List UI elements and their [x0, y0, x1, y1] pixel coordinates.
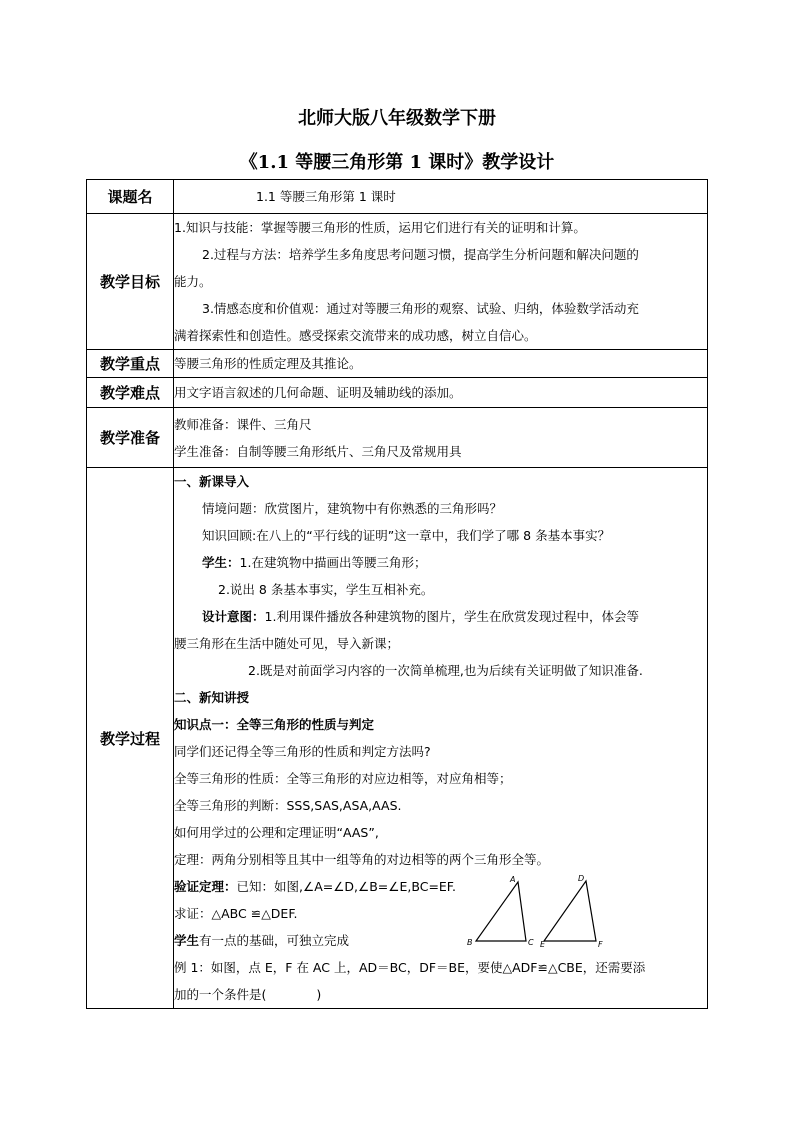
- prep-label: 教学准备: [87, 408, 174, 468]
- table-row-difficulty: [87, 378, 708, 408]
- label-a: A: [510, 875, 516, 884]
- kp1-how-prove: 如何用学过的公理和定理证明“AAS”,: [174, 825, 379, 840]
- key-value: 等腰三角形的性质定理及其推论。: [174, 356, 362, 371]
- section-1-title: 一、新课导入: [174, 474, 250, 489]
- goals-label: 教学目标: [87, 214, 174, 350]
- topic-label: 课题名: [87, 180, 174, 214]
- kp1-question: 同学们还记得全等三角形的性质和判定方法吗?: [174, 744, 431, 759]
- prep-cell: [174, 408, 708, 468]
- student-base: [174, 927, 707, 954]
- document-title: 北师大版八年级数学下册: [298, 108, 496, 129]
- table-row-key: [87, 350, 708, 378]
- student-base-label: 学生: [174, 933, 200, 948]
- design-intent-1b: 腰三角形在生活中随处可见，导入新课；: [174, 636, 400, 651]
- congruent-triangles-figure: [464, 875, 614, 947]
- goal-line-2: 2.过程与方法：培养学生多角度思考问题习惯，提高学生分析问题和解决问题的: [202, 247, 639, 262]
- intro-question: 情境问题：欣赏图片，建筑物中有你熟悉的三角形吗？: [202, 501, 503, 516]
- label-c: C: [528, 938, 534, 947]
- design-intent-1-text: 1.利用课件播放各种建筑物的图片，学生在欣赏发现过程中，体会等: [264, 609, 639, 624]
- student-label: 学生：: [202, 555, 240, 570]
- section-2-title: 二、新知讲授: [174, 690, 250, 705]
- document-subtitle: 《1.1 等腰三角形第 1 课时》教学设计: [239, 152, 555, 173]
- process-label: 教学过程: [87, 468, 174, 1009]
- lesson-plan-table: [86, 179, 708, 1009]
- kp1-theorem: 定理：两角分别相等且其中一组等角的对边相等的两个三角形全等。: [174, 852, 550, 867]
- triangle-def: [544, 881, 596, 941]
- prep-student: 学生准备：自制等腰三角形纸片、三角尺及常规用具: [174, 443, 462, 459]
- goals-cell: [174, 214, 708, 350]
- verify-block: [174, 873, 707, 954]
- knowledge-point-1-title: 知识点一：全等三角形的性质与判定: [174, 717, 375, 732]
- table-row-topic: [87, 180, 708, 214]
- label-e: E: [540, 940, 546, 947]
- student-base-text: 有一点的基础，可独立完成: [199, 933, 350, 948]
- verify-given: [174, 873, 707, 900]
- difficulty-value: 用文字语言叙述的几何命题、证明及辅助线的添加。: [174, 385, 462, 400]
- verify-given-text: 已知：如图,∠A=∠D,∠B=∠E,BC=EF.: [236, 879, 456, 894]
- knowledge-review: 知识回顾:在八上的“平行线的证明”这一章中，我们学了哪 8 条基本事实？: [202, 528, 611, 543]
- design-intent-2: 2.既是对前面学习内容的一次简单梳理,也为后续有关证明做了知识准备.: [248, 663, 643, 678]
- topic-value: 1.1 等腰三角形第 1 课时: [256, 189, 396, 204]
- process-cell: [174, 468, 708, 1009]
- goal-line-2b: 能力。: [174, 274, 212, 289]
- goal-line-3: 3.情感态度和价值观：通过对等腰三角形的观察、试验、归纳，体验数学活动充: [202, 301, 639, 316]
- design-intent-1: [174, 603, 707, 630]
- student-activity-1-text: 1.在建筑物中描画出等腰三角形；: [239, 555, 427, 570]
- prep-teacher: 教师准备：课件、三角尺: [174, 416, 312, 432]
- table-row-prep: [87, 408, 708, 468]
- difficulty-label: 教学难点: [87, 378, 174, 408]
- label-f: F: [598, 940, 603, 947]
- triangle-abc: [476, 882, 526, 941]
- table-row-process: [87, 468, 708, 1009]
- label-b: B: [467, 938, 473, 947]
- table-row-goals: [87, 214, 708, 350]
- student-activity-1: [174, 549, 707, 576]
- example-1-line-1: 例 1：如图，点 E，F 在 AC 上，AD＝BC，DF＝BE，要使△ADF≌△CBE，还需要添: [174, 960, 646, 975]
- example-1-line-2: 加的一个条件是( ): [174, 987, 322, 1002]
- student-activity-2: 2.说出 8 条基本事实，学生互相补充。: [218, 582, 434, 597]
- verify-prove: 求证：△ABC ≌△DEF.: [174, 906, 298, 921]
- kp1-property: 全等三角形的性质：全等三角形的对应边相等，对应角相等；: [174, 771, 512, 786]
- key-label: 教学重点: [87, 350, 174, 378]
- key-cell: [174, 350, 708, 378]
- topic-cell: [174, 180, 708, 214]
- verify-label: 验证定理：: [174, 879, 237, 894]
- design-intent-label: 设计意图：: [202, 609, 265, 624]
- label-d: D: [578, 875, 585, 883]
- kp1-criteria: 全等三角形的判断：SSS,SAS,ASA,AAS.: [174, 798, 402, 813]
- goal-line-1: 1.知识与技能：掌握等腰三角形的性质，运用它们进行有关的证明和计算。: [174, 220, 586, 235]
- goal-line-3b: 满着探索性和创造性。感受探索交流带来的成功感，树立自信心。: [174, 328, 537, 343]
- difficulty-cell: [174, 378, 708, 408]
